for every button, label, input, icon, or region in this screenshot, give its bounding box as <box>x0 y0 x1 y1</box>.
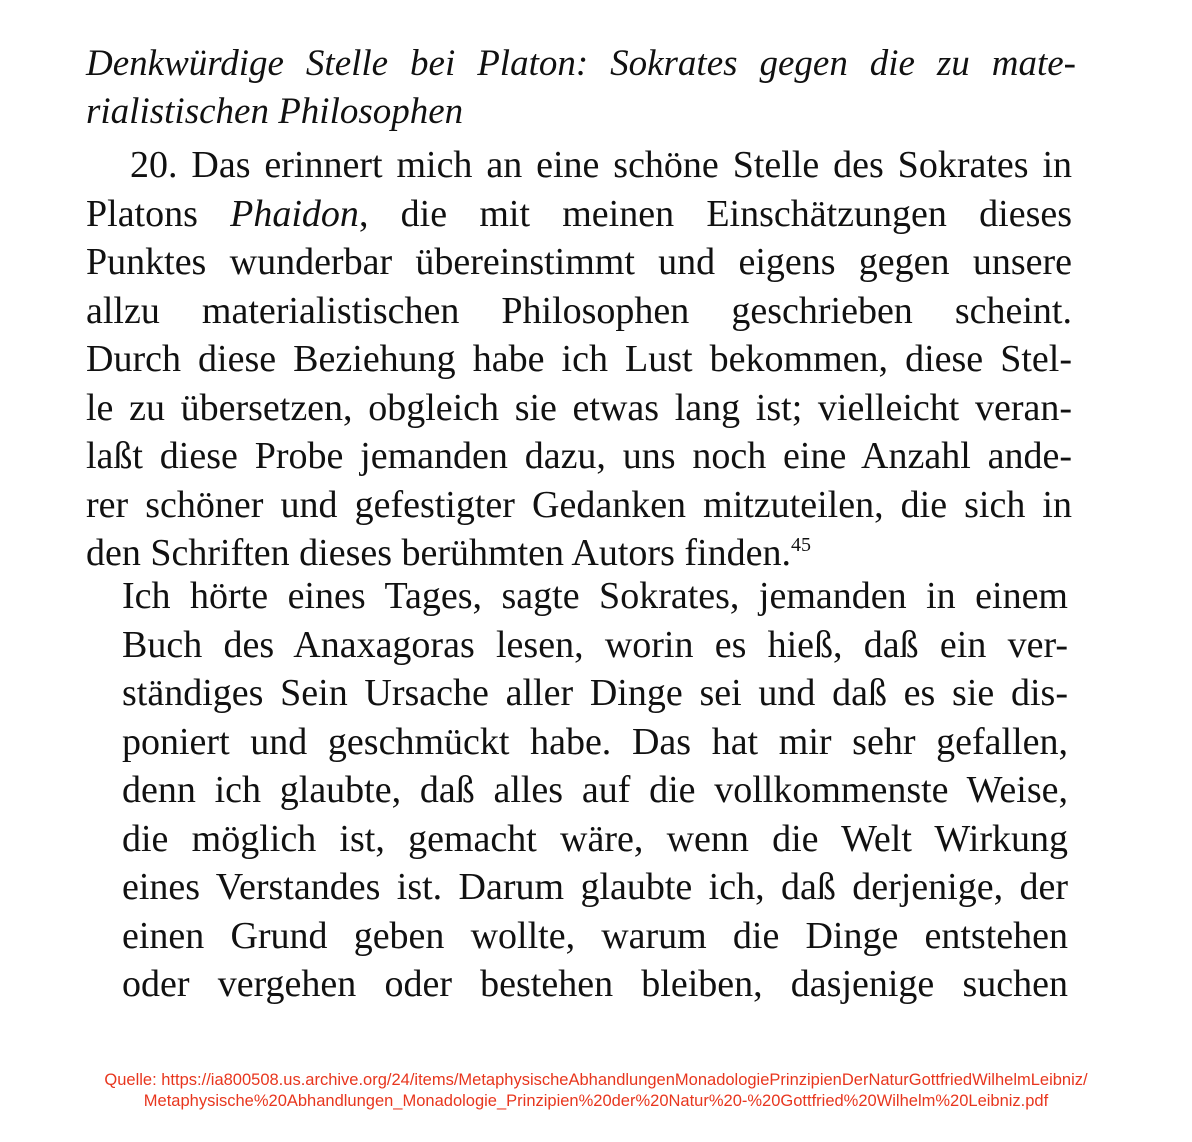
heading-line: rialistischen Philosophen <box>86 91 464 132</box>
paragraph-line <box>86 529 1072 578</box>
source-citation <box>0 1070 1192 1112</box>
quote-line: poniert und geschmückt habe. Das hat mir sehr gefallen, <box>122 720 1068 763</box>
quote-line: oder vergehen oder bestehen bleiben, dasjenige suchen <box>122 963 1068 1005</box>
paragraph-line: rer schöner und gefestigter Gedanken mitzuteilen, die sich in <box>86 483 1072 526</box>
paragraph-line: laßt diese Probe jemanden dazu, uns noch eine Anzahl ande- <box>86 435 1072 477</box>
quote-line: einen Grund geben wollte, warum die Dinge entstehen <box>122 914 1068 957</box>
paragraph-line: Durch diese Beziehung habe ich Lust bekommen, diese Stel- <box>86 338 1072 380</box>
source-line: Metaphysische%20Abhandlungen_Monadologie_Prinzipien%20der%20Natur%20-%20Gottfried%20Wilhelm%20Leibniz.pdf <box>143 1092 1049 1110</box>
quote-line: Ich hörte eines Tages, sagte Sokrates, jemanden in einem <box>122 575 1068 617</box>
work-title: Phaidon <box>230 192 359 235</box>
paragraph-20 <box>86 141 1072 578</box>
quote-line: ständiges Sein Ursache aller Dinge sei und daß es sie dis- <box>122 672 1068 714</box>
quote-line: denn ich glaubte, daß alles auf die vollkommenste Weise, <box>122 769 1068 811</box>
quote-line: eines Verstandes ist. Darum glaubte ich, daß derjenige, der <box>122 866 1068 908</box>
footnote-reference[interactable]: 45 <box>790 534 811 556</box>
paragraph-line: allzu materialistischen Philosophen geschrieben scheint. <box>86 289 1072 332</box>
paragraph-line: le zu übersetzen, obgleich sie etwas lang ist; vielleicht veran- <box>86 386 1072 429</box>
paragraph-text: , die mit meinen Einschätzungen dieses <box>358 192 1073 235</box>
paragraph-line: Punktes wunderbar übereinstimmt und eigens gegen unsere <box>86 241 1072 283</box>
paragraph-text: Platons <box>86 192 198 235</box>
paragraph-line <box>86 190 1072 239</box>
quote-line: die möglich ist, gemacht wäre, wenn die Welt Wirkung <box>122 817 1068 860</box>
paragraph-text: Das erinnert mich an eine schöne Stelle des Sokrates in <box>191 144 1073 186</box>
paragraph-line <box>86 141 1072 190</box>
block-quote <box>122 572 1068 1009</box>
section-heading <box>86 40 1076 136</box>
heading-line: Denkwürdige Stelle bei Platon: Sokrates gegen die zu mate- <box>86 43 1076 84</box>
source-line: Quelle: https://ia800508.us.archive.org/24/items/MetaphysischeAbhandlungenMonadologiePrinzipienDerNaturGottfriedWilhelmLeibniz/ <box>104 1071 1088 1089</box>
quote-line: Buch des Anaxagoras lesen, worin es hieß, daß ein ver- <box>122 623 1068 666</box>
paragraph-text: den Schriften dieses berühmten Autors finden. <box>86 532 791 574</box>
paragraph-number: 20. <box>130 144 178 186</box>
